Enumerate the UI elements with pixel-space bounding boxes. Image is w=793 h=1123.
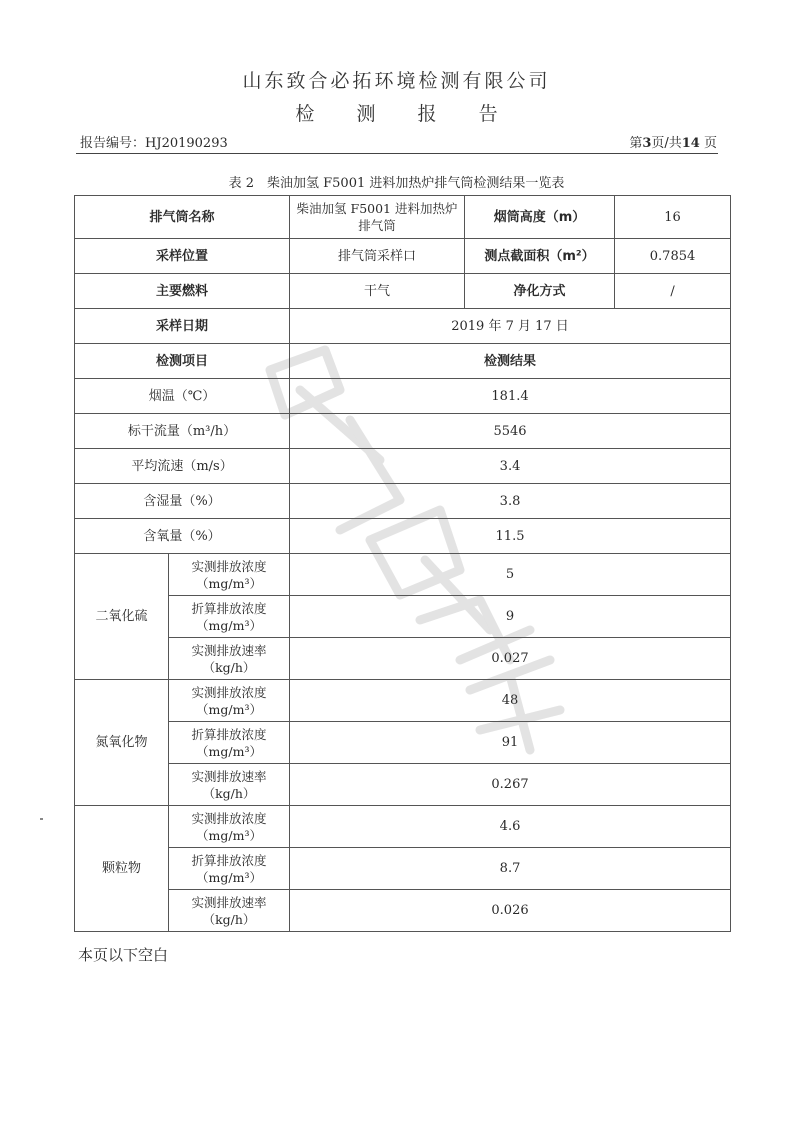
item-value: 5546 — [290, 414, 731, 449]
item-value: 11.5 — [290, 519, 731, 554]
item-label: 含氧量（%） — [75, 519, 290, 554]
table-row — [75, 680, 731, 722]
stack-height-label: 烟筒高度（m） — [465, 196, 615, 239]
results-header: 检测结果 — [290, 344, 731, 379]
table-row — [75, 596, 731, 638]
table-row — [75, 196, 731, 239]
header-rule — [76, 153, 718, 154]
item-value: 181.4 — [290, 379, 731, 414]
report-title — [0, 99, 793, 126]
page-prefix: 第 — [629, 136, 643, 151]
item-value: 3.8 — [290, 484, 731, 519]
metric-label: 折算排放浓度（mg/m³） — [169, 596, 290, 638]
table-row — [75, 519, 731, 554]
metric-value: 5 — [290, 554, 731, 596]
sampling-position-label: 采样位置 — [75, 239, 290, 274]
report-number — [80, 132, 228, 151]
table-row — [75, 554, 731, 596]
table-row — [75, 722, 731, 764]
company-name: 山东致合必拓环境检测有限公司 — [242, 70, 551, 92]
metric-label: 实测排放浓度（mg/m³） — [169, 680, 290, 722]
stack-name-value: 柴油加氢 F5001 进料加热炉排气筒 — [290, 196, 465, 239]
metric-value: 0.267 — [290, 764, 731, 806]
report-number-value: HJ20190293 — [145, 136, 228, 151]
results-table — [74, 195, 731, 932]
pollutant-name: 二氧化硫 — [75, 554, 169, 680]
section-area-value: 0.7854 — [615, 239, 731, 274]
scan-speck — [40, 818, 43, 820]
metric-label: 实测排放浓度（mg/m³） — [169, 554, 290, 596]
page-current: 3 — [642, 136, 652, 151]
item-label: 含湿量（%） — [75, 484, 290, 519]
items-header: 检测项目 — [75, 344, 290, 379]
table-row — [75, 848, 731, 890]
table-row — [75, 344, 731, 379]
report-number-label: 报告编号： — [80, 136, 146, 151]
metric-label: 折算排放浓度（mg/m³） — [169, 722, 290, 764]
metric-value: 0.026 — [290, 890, 731, 932]
metric-label: 实测排放速率（kg/h） — [169, 638, 290, 680]
item-label: 烟温（℃） — [75, 379, 290, 414]
item-label: 标干流量（m³/h） — [75, 414, 290, 449]
table-row — [75, 484, 731, 519]
page-mid: 页/共 — [651, 136, 682, 151]
stack-height-value: 16 — [615, 196, 731, 239]
table-row — [75, 638, 731, 680]
pollutant-name: 氮氧化物 — [75, 680, 169, 806]
fuel-value: 干气 — [290, 274, 465, 309]
item-label: 平均流速（m/s） — [75, 449, 290, 484]
purification-value: / — [615, 274, 731, 309]
sampling-date-label: 采样日期 — [75, 309, 290, 344]
report-title-char: 告 — [478, 103, 498, 125]
metric-value: 9 — [290, 596, 731, 638]
sampling-date-value: 2019 年 7 月 17 日 — [290, 309, 731, 344]
page-total: 14 — [681, 136, 700, 151]
metric-label: 折算排放浓度（mg/m³） — [169, 848, 290, 890]
fuel-label: 主要燃料 — [75, 274, 290, 309]
purification-label: 净化方式 — [465, 274, 615, 309]
report-title-char: 报 — [417, 103, 437, 125]
table-row — [75, 890, 731, 932]
section-area-label: 测点截面积（m²） — [465, 239, 615, 274]
table-row — [75, 239, 731, 274]
table-row — [75, 806, 731, 848]
metric-label: 实测排放浓度（mg/m³） — [169, 806, 290, 848]
table-row — [75, 309, 731, 344]
report-title-char: 测 — [356, 103, 376, 125]
sampling-position-value: 排气筒采样口 — [290, 239, 465, 274]
report-title-char: 检 — [295, 103, 315, 125]
blank-below-note: 本页以下空白 — [78, 946, 169, 964]
metric-value: 4.6 — [290, 806, 731, 848]
metric-value: 48 — [290, 680, 731, 722]
pollutant-name: 颗粒物 — [75, 806, 169, 932]
item-value: 3.4 — [290, 449, 731, 484]
metric-label: 实测排放速率（kg/h） — [169, 764, 290, 806]
metric-value: 91 — [290, 722, 731, 764]
metric-value: 8.7 — [290, 848, 731, 890]
page-suffix: 页 — [699, 136, 717, 151]
table-row — [75, 414, 731, 449]
stack-name-label: 排气筒名称 — [75, 196, 290, 239]
metric-label: 实测排放速率（kg/h） — [169, 890, 290, 932]
table-row — [75, 274, 731, 309]
table-caption: 表 2 柴油加氢 F5001 进料加热炉排气筒检测结果一览表 — [228, 176, 565, 191]
metric-value: 0.027 — [290, 638, 731, 680]
table-row — [75, 449, 731, 484]
table-row — [75, 379, 731, 414]
page-indicator — [629, 132, 717, 151]
table-row — [75, 764, 731, 806]
